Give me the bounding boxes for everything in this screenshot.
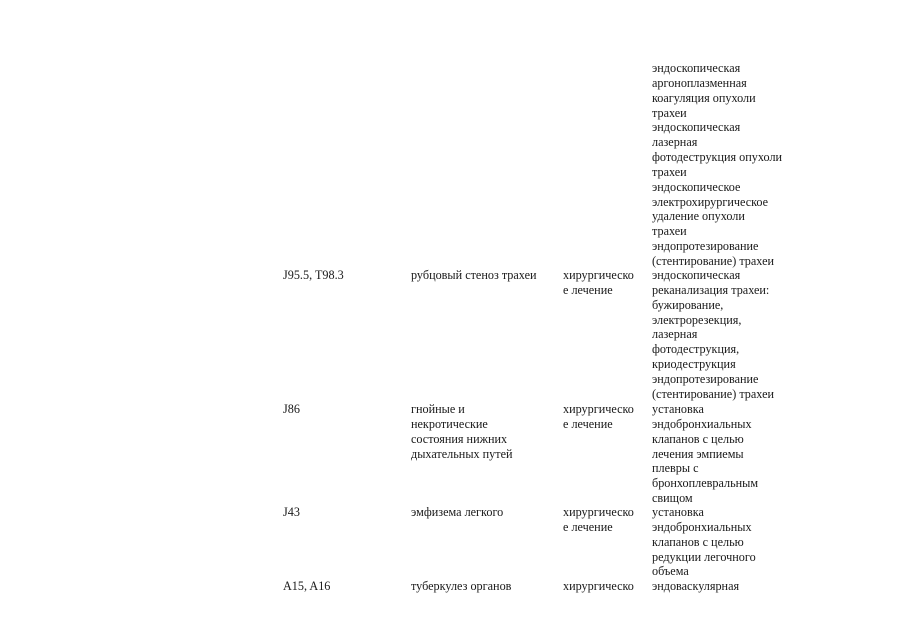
- diagnosis-cell: рубцовый стеноз трахеи: [411, 268, 537, 282]
- treatment-type-cell: хирургическо е лечение: [563, 402, 634, 431]
- code-cell: A15, A16: [283, 579, 331, 593]
- treatment-type-cell: хирургическо е лечение: [563, 268, 634, 297]
- diagnosis-cell: гнойные и некротические состояния нижних дыхательных путей: [411, 402, 513, 461]
- diagnosis-cell: туберкулез органов: [411, 579, 512, 593]
- code-cell: J86: [283, 402, 300, 416]
- treatment-type-cell: хирургическо: [563, 579, 634, 593]
- method-cell: эндоскопическая реканализация трахеи: бужирование, электрорезекция, лазерная фотодеструкция, криодеструкция эндопротезирование (стентирование) трахеи: [652, 268, 775, 401]
- method-cell: установка эндобронхиальных клапанов с целью лечения эмпиемы плевры с бронхоплевральным свищом: [652, 402, 759, 506]
- method-cell: установка эндобронхиальных клапанов с целью редукции легочного объема: [652, 505, 756, 579]
- continuation-method-cell: эндоскопическая аргоноплазменная коагуляция опухоли трахеи эндоскопическая лазерная фотодеструкция опухоли трахеи эндоскопическое электрохирургическое удаление опухоли трахеи эндопротезирование (стентирование) трахеи: [652, 61, 783, 268]
- treatment-type-cell: хирургическо е лечение: [563, 505, 634, 534]
- code-cell: J43: [283, 505, 300, 519]
- code-cell: J95.5, T98.3: [283, 268, 344, 282]
- method-cell: эндоваскулярная: [652, 579, 740, 593]
- diagnosis-cell: эмфизема легкого: [411, 505, 504, 519]
